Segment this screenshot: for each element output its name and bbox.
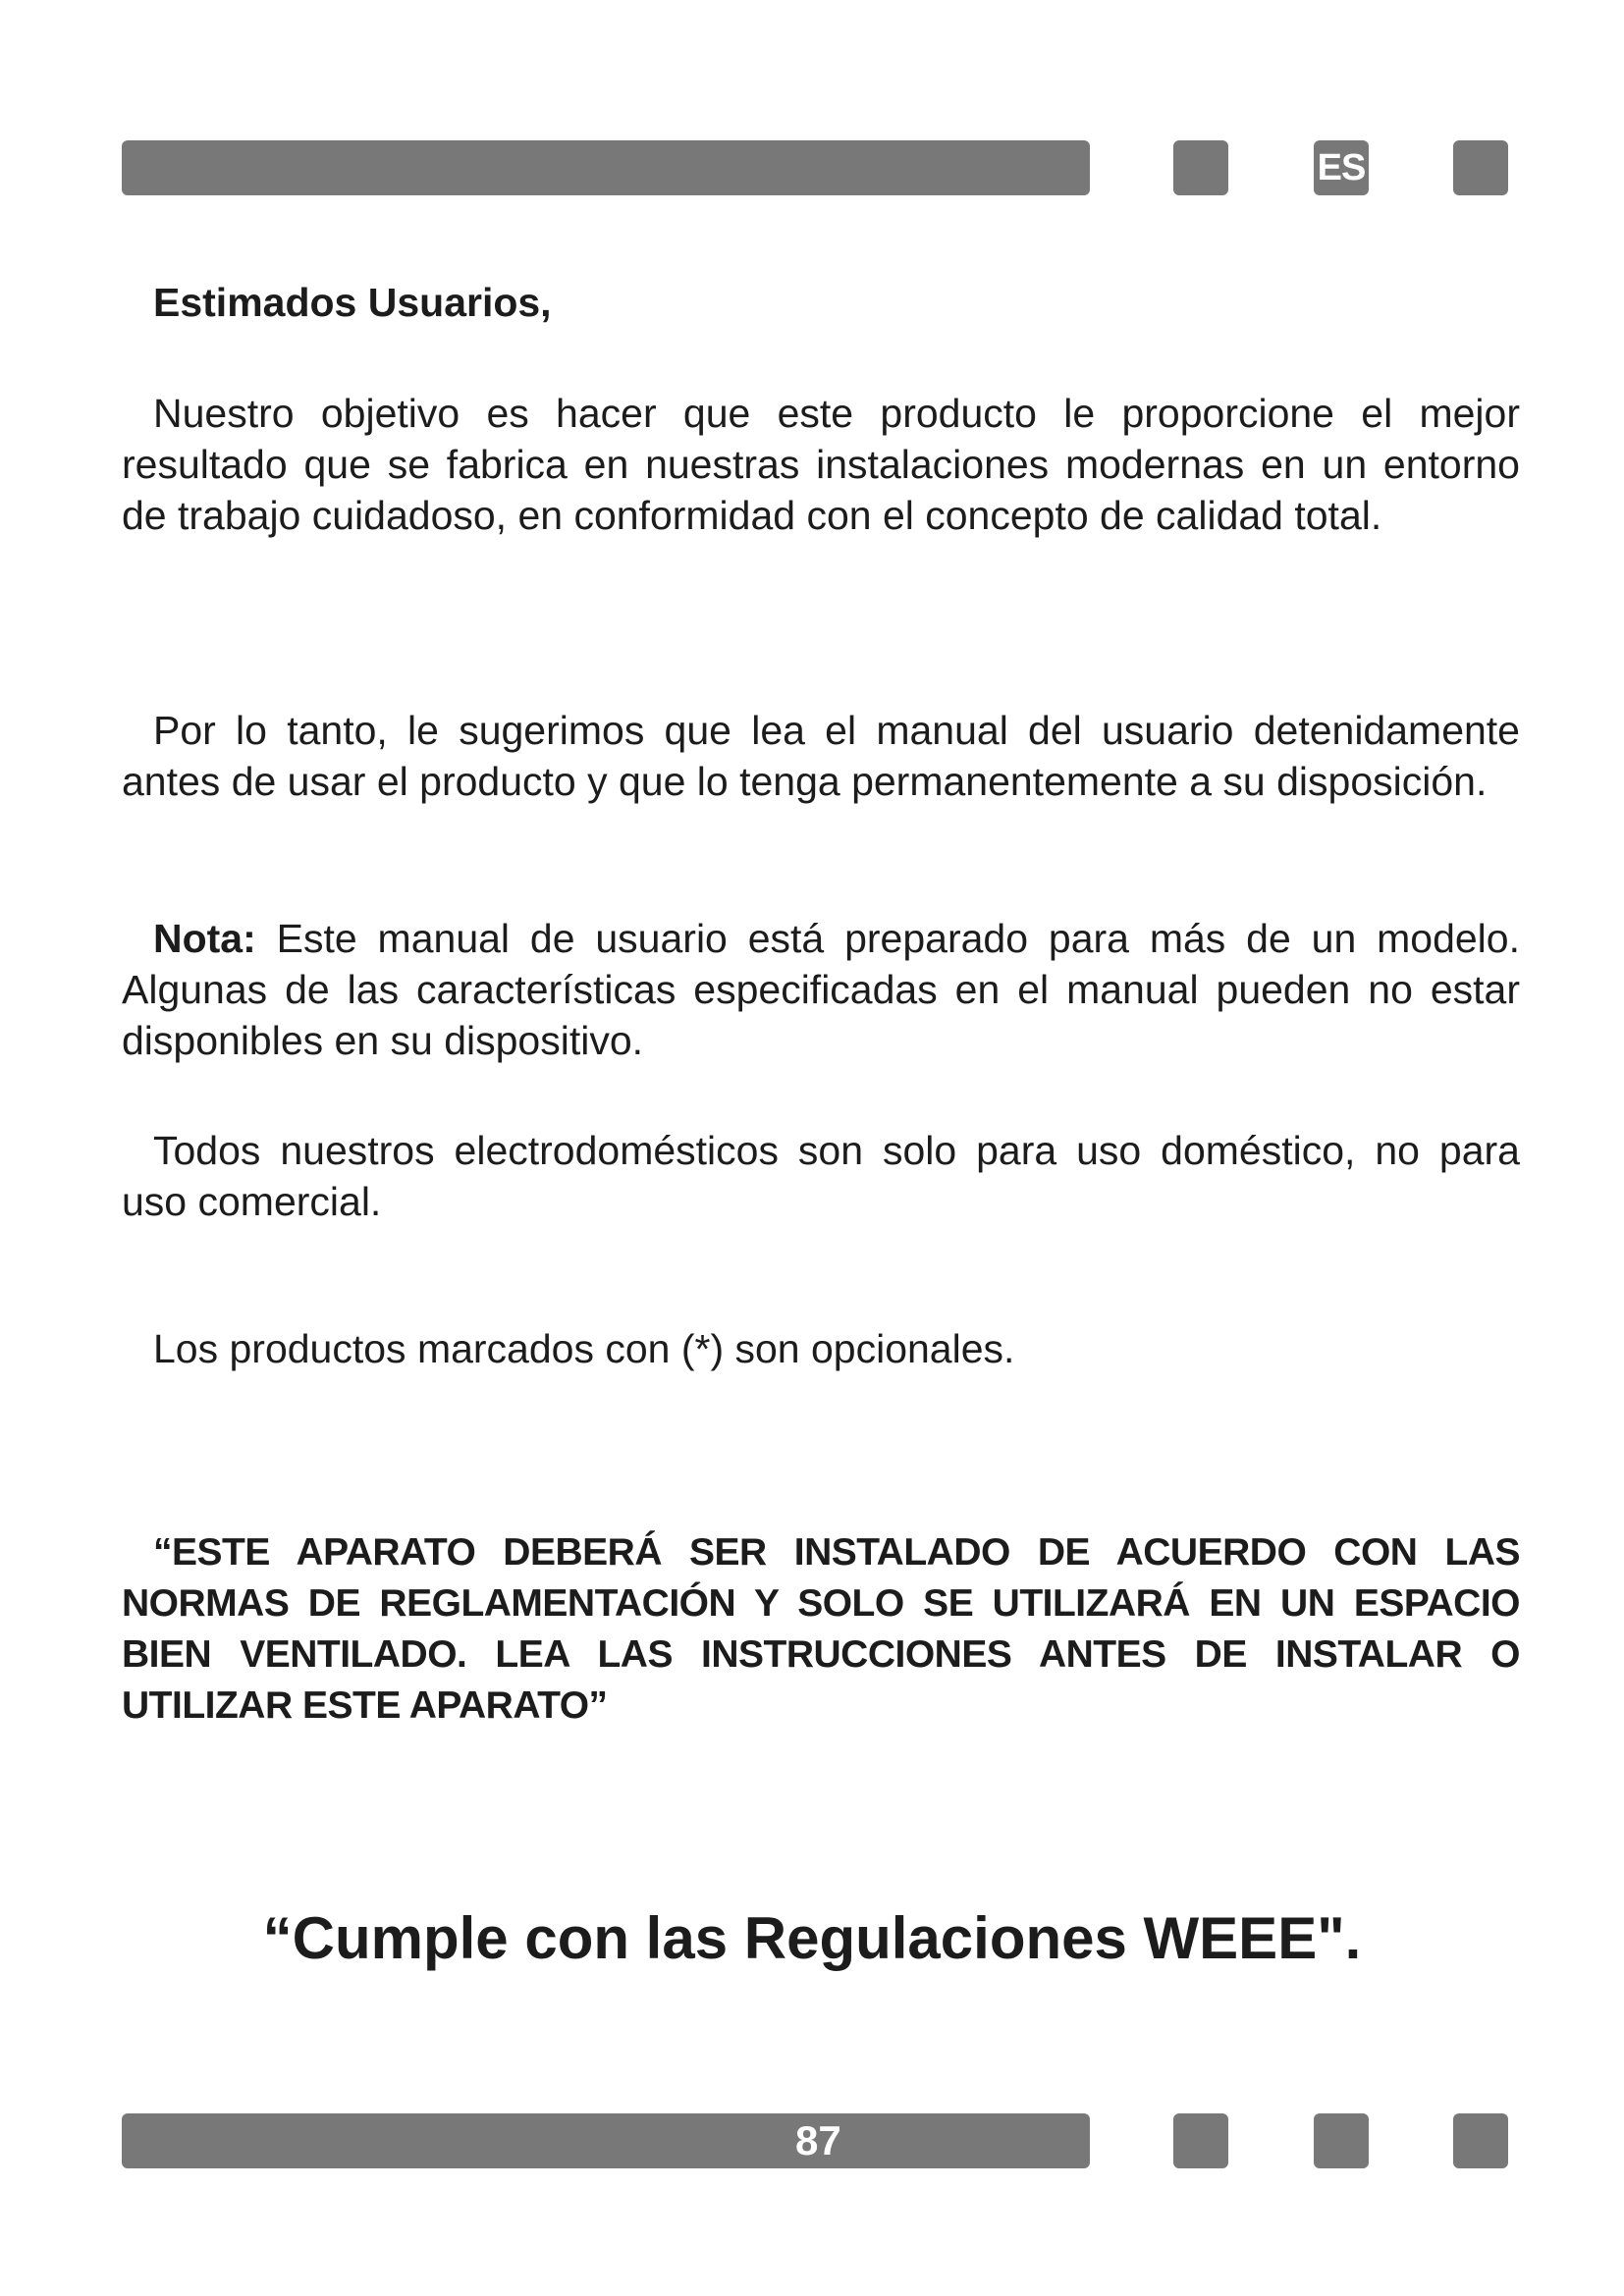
page-number: 87 bbox=[795, 2117, 841, 2163]
header-square-3 bbox=[1453, 140, 1508, 195]
domestic-use-paragraph: Todos nuestros electrodomésticos son solo para uso doméstico, no para uso comercial. bbox=[122, 1128, 1520, 1224]
footer-square-1 bbox=[1173, 2113, 1228, 2168]
intro-paragraph: Nuestro objetivo es hacer que este producto le proporcione el mejor resultado que se fabrica en nuestras instalaciones modernas en un entorno de trabajo cuidadoso, en conformidad con el concepto de calidad total. bbox=[122, 391, 1520, 538]
note-label: Nota: bbox=[153, 916, 256, 961]
installation-warning: “ESTE APARATO DEBERÁ SER INSTALADO DE ACUERDO CON LAS NORMAS DE REGLAMENTACIÓN Y SOLO SE UTILIZARÁ EN UN ESPACIO BIEN VENTILADO. LEA LAS INSTRUCCIONES ANTES DE INSTALAR O UTILIZAR ESTE APARATO” bbox=[122, 1531, 1520, 1727]
optional-products-paragraph: Los productos marcados con (*) son opcionales. bbox=[153, 1326, 1015, 1371]
manual-advice-paragraph: Por lo tanto, le sugerimos que lea el manual del usuario detenidamente antes de usar el producto y que lo tenga permanentemente a su disposición. bbox=[122, 708, 1520, 804]
header-square-1 bbox=[1173, 140, 1228, 195]
footer-bar bbox=[122, 2113, 1090, 2168]
header-bar bbox=[122, 140, 1090, 195]
footer-square-2 bbox=[1314, 2113, 1369, 2168]
footer-square-3 bbox=[1453, 2113, 1508, 2168]
language-badge: ES bbox=[1314, 140, 1369, 195]
note-text: Este manual de usuario está preparado para más de un modelo. Algunas de las características especificadas en el manual pueden no estar disponibles en su dispositivo. bbox=[122, 916, 1520, 1063]
greeting-heading: Estimados Usuarios, bbox=[153, 280, 552, 325]
weee-compliance-statement: “Cumple con las Regulaciones WEEE". bbox=[262, 1905, 1362, 1971]
note-paragraph bbox=[122, 913, 1520, 1066]
